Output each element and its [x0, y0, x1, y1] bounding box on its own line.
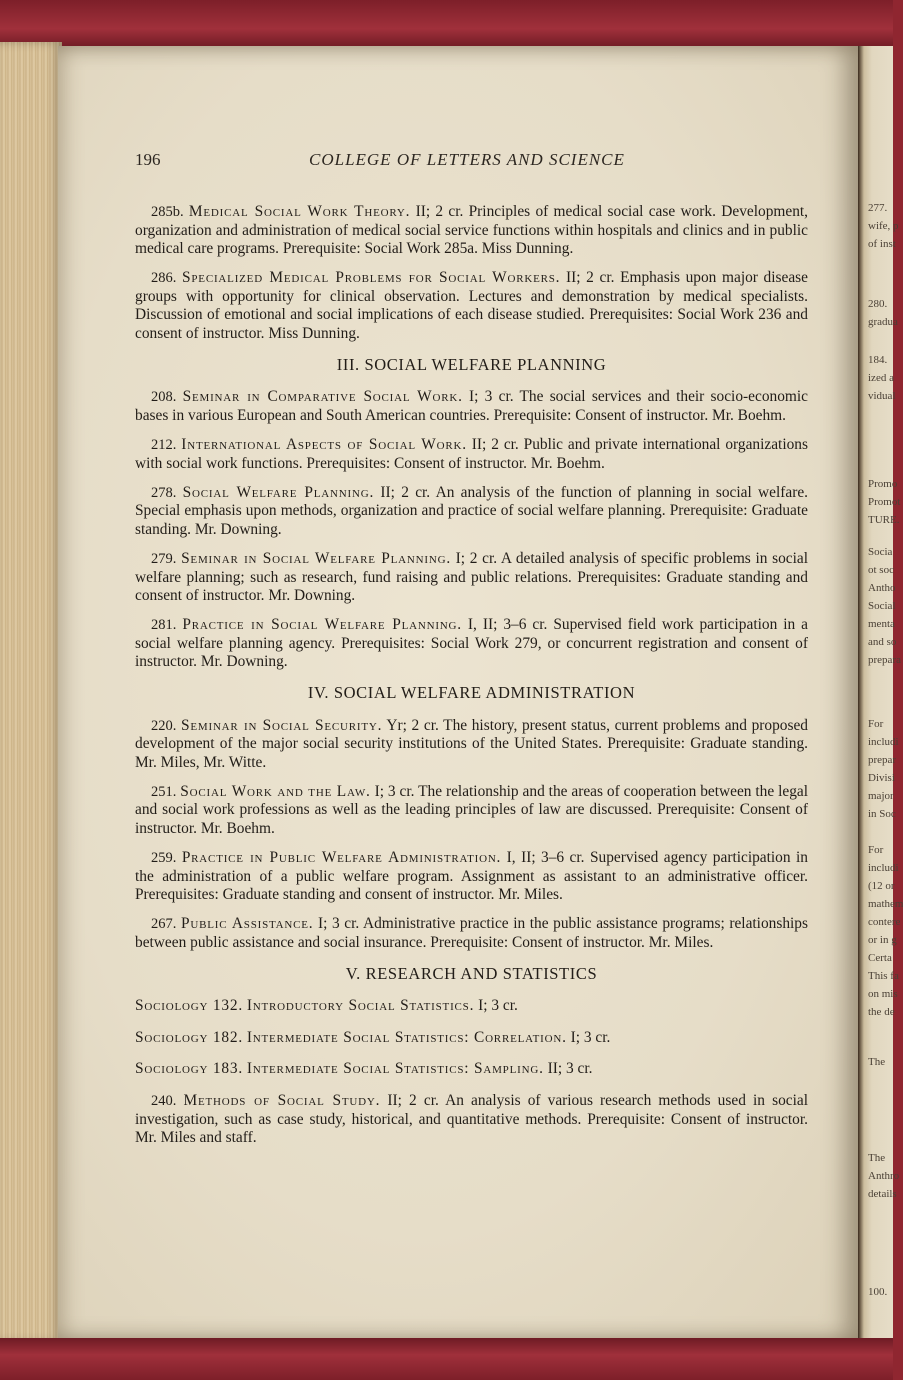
course-title: Social Welfare Planning.	[182, 483, 375, 501]
adjacent-fragment: Socia	[868, 546, 893, 558]
course-description: II; 2 cr. Public and private international organizations with social work functions. Prerequisites: Consent of instructor. Mr. Boehm.	[135, 435, 808, 472]
adjacent-fragment: Divisi	[868, 772, 895, 784]
course-entry-278	[135, 484, 808, 540]
course-number: 240.	[151, 1092, 177, 1109]
course-description: II; 2 cr. An analysis of the function of planning in social welfare. Special emphasis upon methods, organization and practice of social welfare planning. Prerequisite: Graduate standing. Mr. Downing.	[135, 483, 808, 538]
course-number: 279.	[151, 550, 177, 567]
course-description: I; 3 cr. The social services and their socio-economic bases in various European and South American countries. Prerequisite: Consent of instructor. Mr. Boehm.	[135, 388, 808, 424]
course-entry-251	[135, 783, 808, 839]
adjacent-fragment: vidual	[868, 390, 896, 402]
adjacent-fragment: (12 or	[868, 880, 895, 892]
course-number: 259.	[151, 850, 177, 867]
course-title: International Aspects of Social Work.	[181, 435, 467, 453]
adjacent-fragment: 280.	[868, 298, 888, 310]
adjacent-fragment: Antho	[868, 582, 896, 594]
section-heading-social-welfare-planning: III. SOCIAL WELFARE PLANNING	[336, 354, 607, 374]
course-number: 267.	[151, 916, 177, 933]
adjacent-fragment: on mis	[868, 988, 898, 1000]
course-description: I; 2 cr. A detailed analysis of specific problems in social welfare planning; such as research, fund raising and public relations. Prerequisites: Graduate standing and consent of instructor. Mr. Downing.	[135, 549, 808, 605]
course-number: 208.	[151, 389, 177, 406]
adjacent-fragment: details	[868, 1188, 897, 1200]
adjacent-fragment: of inst	[868, 238, 896, 250]
adjacent-fragment: or in g	[868, 934, 897, 946]
adjacent-fragment: 277.	[868, 202, 888, 214]
running-head: COLLEGE OF LETTERS AND SCIENCE	[309, 150, 625, 169]
course-title: Public Assistance.	[180, 915, 314, 933]
course-description: I; 3 cr. The relationship and the areas of cooperation between the legal and social work professions as well as the leading principles of law are discussed. Prerequisite: Consent of instructor. Mr. Boehm.	[135, 782, 809, 838]
adjacent-fragment: The	[868, 1152, 886, 1164]
course-entry-279	[135, 550, 808, 606]
adjacent-fragment: The	[868, 1056, 886, 1068]
course-entry-sociology-132	[135, 997, 808, 1016]
course-title: Practice in Public Welfare Administration.	[181, 849, 502, 867]
course-title: Seminar in Social Welfare Planning.	[181, 549, 451, 567]
adjacent-fragment: This fa	[868, 970, 899, 982]
course-description: II; 2 cr. Emphasis upon major disease groups with opportunity for clinical observation. Lectures and demonstration by medical specialists. Discussion of emotional and social implications of each disease studied. Prerequisites: Social Work 236 and consent of instructor. Miss Dunning.	[135, 269, 809, 343]
book-cover-bottom	[0, 1338, 893, 1380]
course-entry-sociology-183	[135, 1060, 808, 1079]
course-description: I, II; 3–6 cr. Supervised field work participation in a social welfare planning agency. Prerequisites: Social Work 279, or concurrent registration and consent of instructor. Mr. Downing.	[135, 616, 809, 671]
page-content	[135, 203, 808, 1158]
course-entry-208	[135, 388, 808, 425]
course-entry-285b	[135, 203, 808, 259]
adjacent-fragment: menta	[868, 618, 895, 630]
course-title: Social Work and the Law.	[180, 782, 371, 800]
adjacent-fragment: Social	[868, 600, 896, 612]
course-entry-286	[135, 269, 808, 343]
course-number: 285b.	[151, 204, 184, 220]
course-number: 212.	[151, 436, 177, 453]
page-header	[135, 150, 835, 174]
adjacent-fragment: wife, p	[868, 220, 899, 232]
adjacent-fragment: includi	[868, 736, 899, 748]
section-heading-research-and-statistics: V. RESEARCH AND STATISTICS	[345, 963, 598, 983]
adjacent-fragment: For	[868, 844, 884, 856]
course-number: Sociology 182.	[135, 1028, 243, 1046]
adjacent-fragment: contere	[868, 916, 901, 928]
course-entry-281	[135, 616, 808, 672]
adjacent-fragment: major	[868, 790, 894, 802]
adjacent-fragment: gradua	[868, 316, 898, 328]
adjacent-fragment: and so	[868, 636, 897, 648]
course-entry-sociology-182	[135, 1029, 808, 1048]
course-title: Methods of Social Study.	[183, 1091, 381, 1109]
adjacent-fragment: For	[868, 718, 884, 730]
adjacent-fragment: Anthro	[868, 1170, 900, 1182]
course-description: I; 3 cr.	[570, 1028, 611, 1046]
course-number: Sociology 132.	[135, 997, 243, 1015]
course-entry-212	[135, 436, 808, 473]
adjacent-fragment: prepara	[868, 654, 901, 666]
adjacent-fragment: ot soc	[868, 564, 894, 576]
course-description: I; 3 cr. Administrative practice in the public assistance programs; relationships between public assistance and social insurance. Prerequisite: Consent of instructor. Mr. Miles.	[135, 915, 808, 951]
adjacent-page-edge	[858, 46, 903, 1340]
course-title: Intermediate Social Statistics: Correlation.	[246, 1028, 567, 1046]
book-cover-top	[0, 0, 893, 48]
course-number: 281.	[151, 617, 177, 634]
course-title: Seminar in Social Security.	[181, 716, 383, 734]
course-description: I; 3 cr.	[478, 997, 518, 1015]
course-entry-259	[135, 849, 808, 905]
course-description: II; 3 cr.	[547, 1060, 593, 1078]
adjacent-fragment: ized a	[868, 372, 894, 384]
course-number: 286.	[151, 270, 177, 287]
course-entry-267	[135, 915, 808, 952]
course-number: 278.	[151, 484, 177, 501]
course-number: 220.	[151, 717, 177, 734]
course-description: I, II; 3–6 cr. Supervised agency participation in the administration of a public welfare program. Assignment as assistant to an administrative officer. Prerequisites: Graduate standing and consent of instructor. Mr. Miles.	[135, 849, 808, 904]
adjacent-fragment: prepar	[868, 754, 897, 766]
course-number: Sociology 183.	[135, 1060, 243, 1078]
course-description: Yr; 2 cr. The history, present status, current problems and proposed development of the major social security institutions of the United States. Prerequisite: Graduate standing. Mr. Miles, Mr. Witte.	[135, 716, 808, 771]
course-title: Practice in Social Welfare Planning.	[182, 616, 462, 634]
course-entry-240	[135, 1092, 808, 1148]
section-heading-social-welfare-administration: IV. SOCIAL WELFARE ADMINISTRATION	[307, 682, 636, 702]
adjacent-fragment: TURE.	[868, 514, 900, 526]
adjacent-fragment: Promo	[868, 478, 898, 490]
adjacent-fragment: includi	[868, 862, 899, 874]
course-description: II; 2 cr. Principles of medical social case work. Development, organization and administration of medical social service functions within hospitals and clinics and in public medical care programs. Prerequisite: Social Work 285a. Miss Dunning.	[135, 203, 809, 258]
course-title: Intermediate Social Statistics: Sampling.	[246, 1060, 544, 1078]
course-title: Introductory Social Statistics.	[246, 997, 475, 1015]
adjacent-fragment: 184.	[868, 354, 888, 366]
adjacent-fragment: the de	[868, 1006, 895, 1018]
course-title: Specialized Medical Problems for Social Workers.	[182, 269, 561, 287]
course-title: Medical Social Work Theory.	[188, 203, 411, 220]
adjacent-fragment: in Soc	[868, 808, 896, 820]
course-title: Seminar in Comparative Social Work.	[182, 388, 463, 406]
page-number: 196	[135, 150, 161, 169]
page-edges	[0, 42, 62, 1342]
adjacent-fragment: mathem	[868, 898, 903, 910]
course-number: 251.	[151, 783, 177, 800]
course-description: II; 2 cr. An analysis of various research methods used in social investigation, such as case study, historical, and quantitative methods. Prerequisite: Consent of instructor. Mr. Miles and staff.	[135, 1091, 808, 1147]
adjacent-fragment: Promot	[868, 496, 901, 508]
course-entry-220	[135, 717, 808, 773]
adjacent-fragment: 100.	[868, 1286, 888, 1298]
adjacent-fragment: Certa	[868, 952, 892, 964]
